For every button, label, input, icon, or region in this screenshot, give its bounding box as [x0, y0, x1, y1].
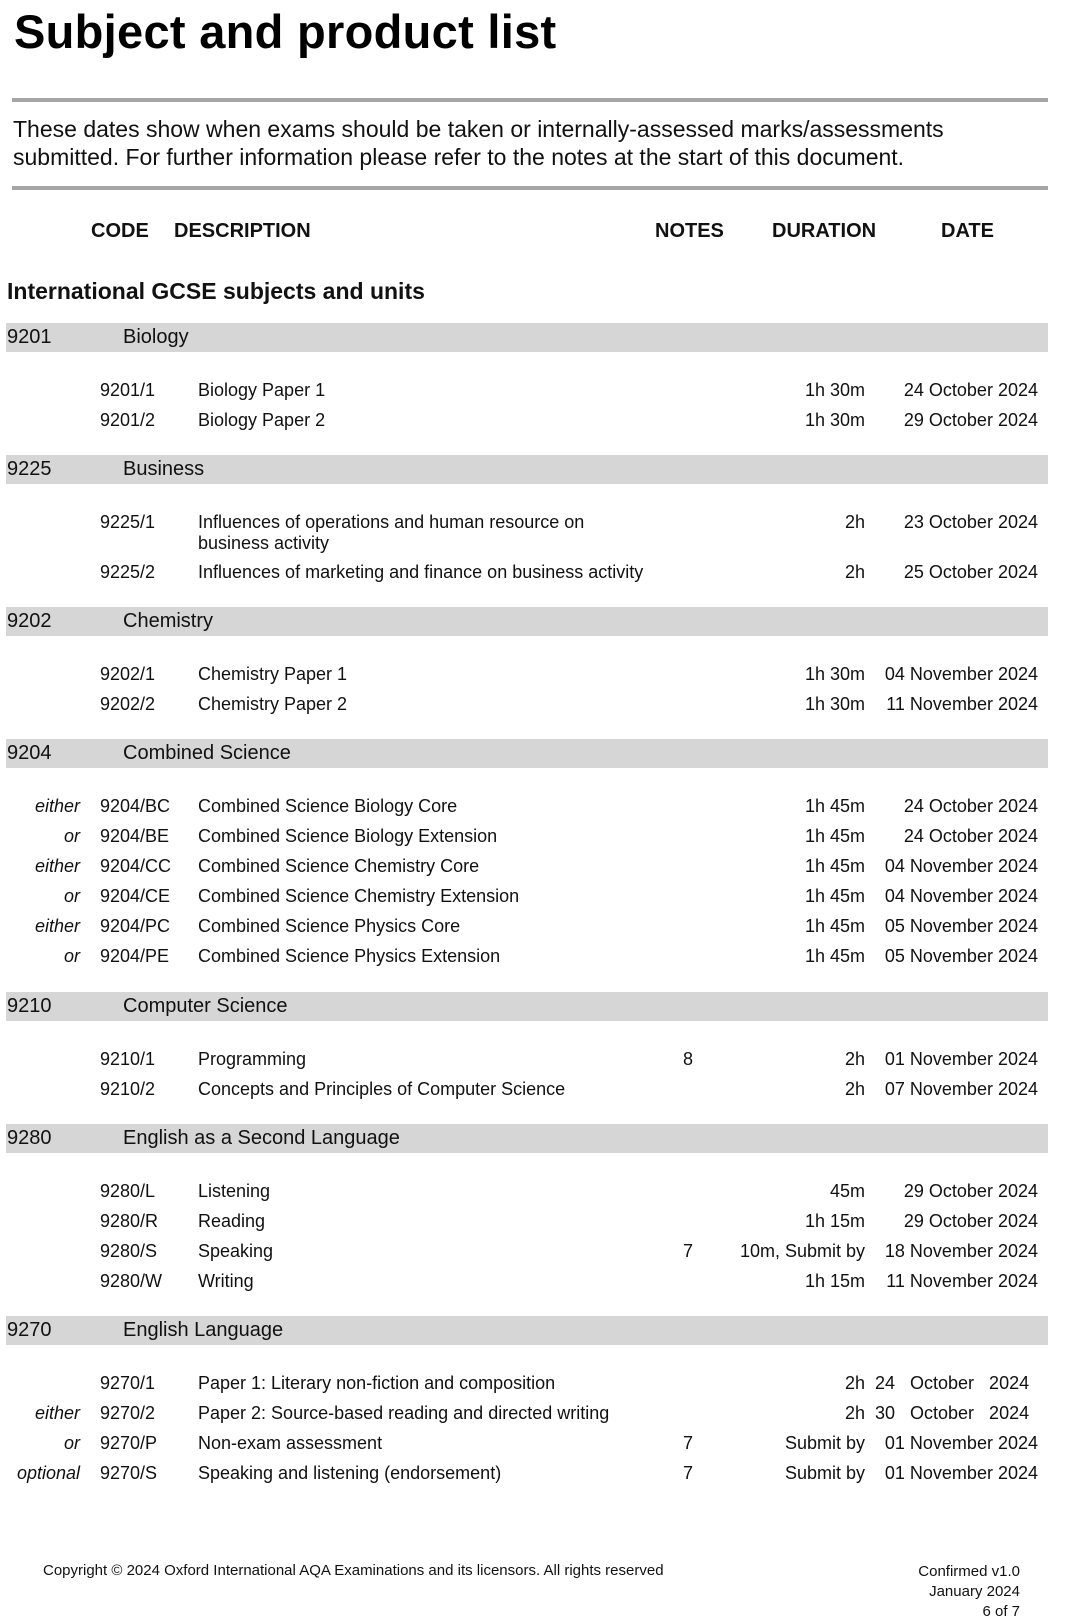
column-header-code: CODE [91, 220, 149, 242]
unit-duration: 1h 15m [804, 1271, 865, 1291]
table-row [0, 916, 1080, 940]
subject-name: Business [123, 458, 205, 480]
unit-date: 04 November 2024 [884, 886, 1038, 906]
unit-duration: 1h 30m [804, 410, 865, 430]
unit-description: Listening [198, 1181, 271, 1201]
unit-note: 8 [683, 1049, 694, 1069]
unit-note: 7 [683, 1241, 694, 1261]
unit-duration: Submit by [784, 1433, 865, 1453]
subject-bar [6, 455, 1048, 484]
subject-bar [6, 1316, 1048, 1345]
unit-date: 25 October 2024 [903, 562, 1038, 582]
table-row [0, 1433, 1080, 1457]
subject-code: 9280 [7, 1127, 52, 1149]
unit-date: 24 October 2024 [903, 796, 1038, 816]
unit-description: Combined Science Biology Core [198, 796, 458, 816]
subject-bar [6, 323, 1048, 352]
subject-name: English Language [123, 1319, 284, 1341]
unit-date: 30 October 2024 [875, 1403, 1030, 1423]
unit-code: 9201/2 [100, 410, 156, 430]
column-header-description: DESCRIPTION [174, 220, 311, 242]
table-row [0, 1463, 1080, 1487]
unit-description: Non-exam assessment [198, 1433, 383, 1453]
unit-duration: 1h 30m [804, 664, 865, 684]
unit-date: 29 October 2024 [903, 1181, 1038, 1201]
unit-code: 9225/1 [100, 512, 156, 532]
unit-duration: 2h [844, 1079, 865, 1099]
unit-qualifier: either [34, 916, 80, 936]
unit-date: 24 October 2024 [903, 380, 1038, 400]
unit-code: 9270/2 [100, 1403, 156, 1423]
table-row [0, 1241, 1080, 1265]
unit-date: 29 October 2024 [903, 1211, 1038, 1231]
subject-name: Chemistry [123, 610, 214, 632]
unit-qualifier: or [63, 886, 80, 906]
column-header-date: DATE [941, 220, 994, 242]
table-row [0, 664, 1080, 688]
unit-duration: 1h 45m [804, 946, 865, 966]
unit-qualifier: or [63, 946, 80, 966]
unit-code: 9204/BC [100, 796, 171, 816]
unit-date: 01 November 2024 [884, 1433, 1038, 1453]
unit-description: Combined Science Biology Extension [198, 826, 498, 846]
unit-date: 23 October 2024 [903, 512, 1038, 532]
unit-date: 07 November 2024 [884, 1079, 1038, 1099]
unit-code: 9280/W [100, 1271, 163, 1291]
subject-name: Biology [123, 326, 189, 348]
unit-code: 9225/2 [100, 562, 156, 582]
unit-code: 9280/S [100, 1241, 158, 1261]
unit-description: Concepts and Principles of Computer Science [198, 1079, 566, 1099]
title-rule [12, 98, 1048, 102]
unit-description: Chemistry Paper 1 [198, 664, 348, 684]
table-row [0, 694, 1080, 718]
table-row [0, 1049, 1080, 1073]
unit-duration: 1h 45m [804, 796, 865, 816]
unit-date: 11 November 2024 [886, 1271, 1038, 1291]
table-row [0, 1403, 1080, 1427]
table-row [0, 1181, 1080, 1205]
subject-bar [6, 1124, 1048, 1153]
column-header-notes: NOTES [655, 220, 724, 242]
table-row [0, 796, 1080, 820]
unit-code: 9270/1 [100, 1373, 156, 1393]
table-row [0, 886, 1080, 910]
unit-duration: 1h 30m [804, 694, 865, 714]
footer-version: Confirmed v1.0 [918, 1563, 1020, 1580]
section-heading: International GCSE subjects and units [7, 278, 425, 304]
unit-duration: 1h 45m [804, 886, 865, 906]
unit-date: 29 October 2024 [903, 410, 1038, 430]
intro-rule [12, 186, 1048, 190]
table-row [0, 1271, 1080, 1295]
subject-name: Combined Science [123, 742, 291, 764]
unit-date: 24 October 2024 [875, 1373, 1030, 1393]
subject-code: 9225 [7, 458, 52, 480]
subject-name: English as a Second Language [123, 1127, 400, 1149]
unit-description: Influences of operations and human resource on business activity [198, 512, 585, 553]
unit-description: Influences of marketing and finance on business activity [198, 562, 644, 582]
unit-date: 18 November 2024 [884, 1241, 1038, 1261]
unit-duration: 10m, Submit by [739, 1241, 865, 1261]
unit-code: 9204/PE [100, 946, 170, 966]
unit-description: Programming [198, 1049, 307, 1069]
unit-description: Combined Science Physics Core [198, 916, 461, 936]
table-row [0, 562, 1080, 586]
unit-note: 7 [683, 1433, 694, 1453]
unit-description: Biology Paper 2 [198, 410, 326, 430]
subject-code: 9270 [7, 1319, 52, 1341]
unit-description: Reading [198, 1211, 266, 1231]
unit-code: 9280/R [100, 1211, 159, 1231]
intro-text: These dates show when exams should be taken or internally-assessed marks/assessments submitted. For further information please refer to the notes at the start of this document. [13, 116, 944, 170]
unit-duration: 1h 15m [804, 1211, 865, 1231]
unit-qualifier: or [63, 826, 80, 846]
footer-page-number: 6 of 7 [982, 1603, 1020, 1620]
unit-code: 9204/BE [100, 826, 170, 846]
unit-duration: 2h [844, 512, 865, 532]
unit-description: Chemistry Paper 2 [198, 694, 348, 714]
unit-duration: 2h [844, 1373, 865, 1393]
unit-duration: 2h [844, 562, 865, 582]
unit-description: Writing [198, 1271, 254, 1291]
unit-date: 05 November 2024 [884, 946, 1038, 966]
unit-code: 9202/2 [100, 694, 156, 714]
footer-copyright: Copyright © 2024 Oxford International AQA Examinations and its licensors. All rights reserved [43, 1562, 664, 1579]
unit-date: 11 November 2024 [886, 694, 1038, 714]
unit-date: 01 November 2024 [884, 1463, 1038, 1483]
unit-code: 9210/1 [100, 1049, 156, 1069]
unit-code: 9210/2 [100, 1079, 156, 1099]
unit-date: 01 November 2024 [884, 1049, 1038, 1069]
unit-code: 9204/CC [100, 856, 172, 876]
subject-code: 9210 [7, 995, 52, 1017]
unit-duration: 2h [844, 1403, 865, 1423]
unit-qualifier: or [63, 1433, 80, 1453]
subject-bar [6, 607, 1048, 636]
unit-description: Combined Science Chemistry Extension [198, 886, 520, 906]
unit-date: 24 October 2024 [903, 826, 1038, 846]
unit-duration: Submit by [784, 1463, 865, 1483]
subject-code: 9204 [7, 742, 52, 764]
table-row [0, 410, 1080, 434]
unit-code: 9270/P [100, 1433, 158, 1453]
table-row [0, 1373, 1080, 1397]
unit-date: 05 November 2024 [884, 916, 1038, 936]
table-row [0, 826, 1080, 850]
page-title: Subject and product list [14, 5, 557, 58]
unit-description: Paper 2: Source-based reading and directed writing [198, 1403, 610, 1423]
unit-description: Speaking and listening (endorsement) [198, 1463, 502, 1483]
unit-duration: 1h 30m [804, 380, 865, 400]
table-row [0, 1079, 1080, 1103]
unit-note: 7 [683, 1463, 694, 1483]
footer-status-block [918, 1562, 1020, 1622]
unit-code: 9204/CE [100, 886, 171, 906]
subject-bar [6, 992, 1048, 1021]
unit-qualifier: optional [16, 1463, 80, 1483]
table-row [0, 946, 1080, 970]
unit-code: 9280/L [100, 1181, 156, 1201]
unit-description: Speaking [198, 1241, 274, 1261]
unit-duration: 1h 45m [804, 856, 865, 876]
unit-description: Biology Paper 1 [198, 380, 326, 400]
subject-code: 9202 [7, 610, 52, 632]
table-row [0, 380, 1080, 404]
column-header-duration: DURATION [772, 220, 877, 242]
unit-code: 9270/S [100, 1463, 158, 1483]
unit-qualifier: either [34, 796, 80, 816]
unit-duration: 1h 45m [804, 826, 865, 846]
table-row [0, 856, 1080, 880]
unit-duration: 45m [829, 1181, 865, 1201]
subject-name: Computer Science [123, 995, 288, 1017]
unit-code: 9204/PC [100, 916, 171, 936]
unit-code: 9202/1 [100, 664, 156, 684]
unit-date: 04 November 2024 [884, 664, 1038, 684]
table-row [0, 1211, 1080, 1235]
unit-duration: 2h [844, 1049, 865, 1069]
unit-qualifier: either [34, 856, 80, 876]
unit-description: Paper 1: Literary non-fiction and composition [198, 1373, 556, 1393]
subject-code: 9201 [7, 326, 52, 348]
unit-duration: 1h 45m [804, 916, 865, 936]
unit-date: 04 November 2024 [884, 856, 1038, 876]
unit-description: Combined Science Physics Extension [198, 946, 501, 966]
footer-month: January 2024 [929, 1583, 1020, 1600]
unit-qualifier: either [34, 1403, 80, 1423]
subject-bar [6, 739, 1048, 768]
unit-description: Combined Science Chemistry Core [198, 856, 480, 876]
table-row [0, 512, 1080, 553]
unit-code: 9201/1 [100, 380, 156, 400]
